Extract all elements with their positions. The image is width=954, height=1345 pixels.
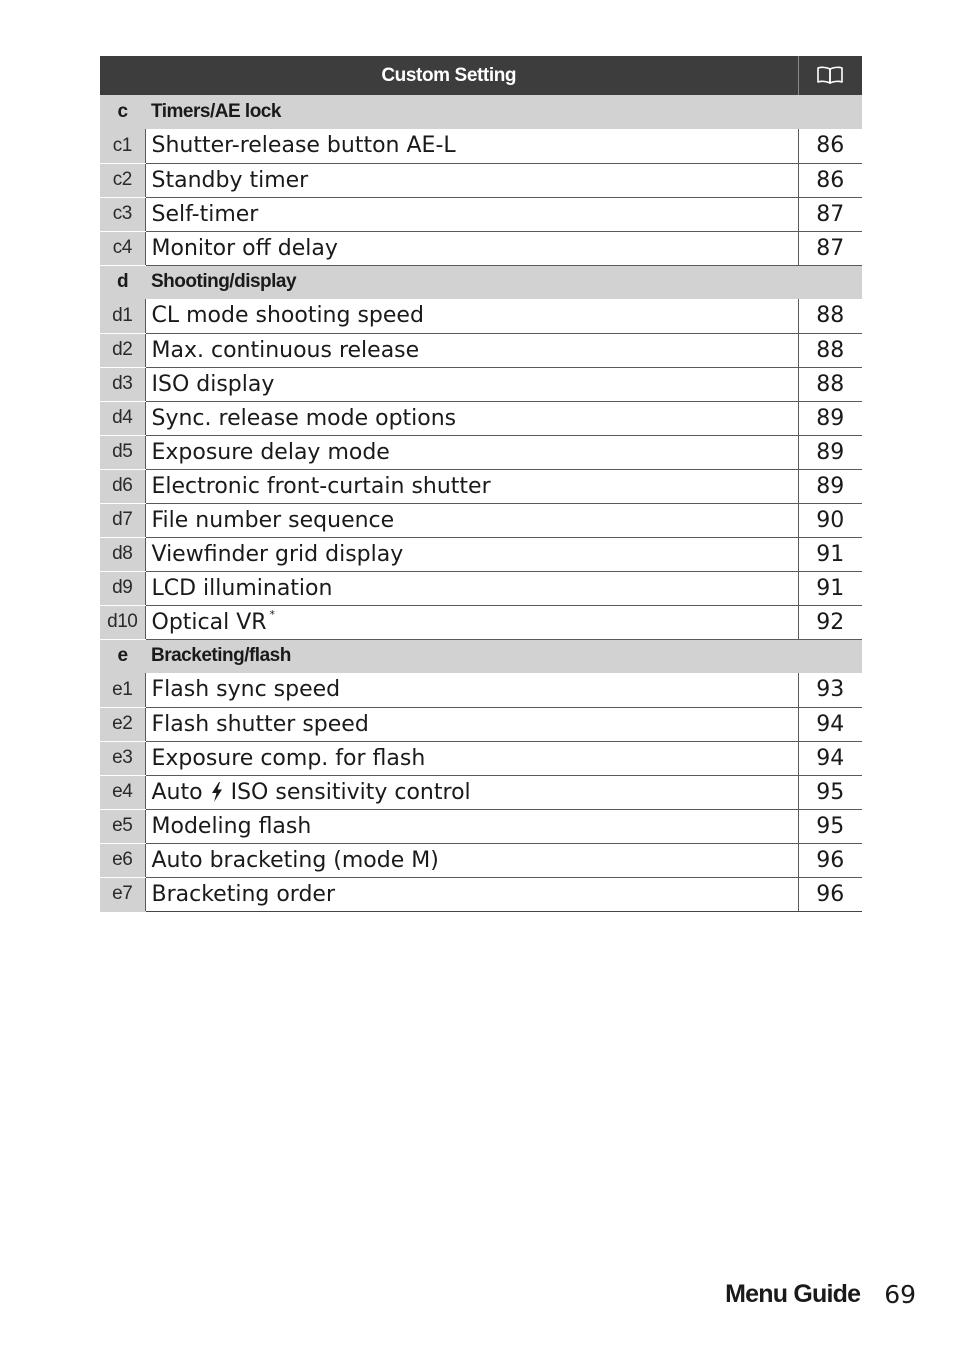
setting-code: c1: [100, 129, 145, 163]
table-row: [100, 197, 862, 231]
table-row: [100, 843, 862, 877]
footnote-mark: *: [269, 607, 276, 621]
setting-code: d6: [100, 469, 145, 503]
group-timers-ae-lock: [100, 95, 862, 265]
page-reference-header: [798, 56, 862, 95]
table-row: [100, 469, 862, 503]
setting-code: d3: [100, 367, 145, 401]
group-title: Shooting/display: [145, 265, 862, 299]
setting-name: Self-timer: [145, 197, 798, 231]
table-row: [100, 163, 862, 197]
group-title: Timers/AE lock: [145, 95, 862, 129]
group-header: [100, 265, 862, 299]
setting-code: e2: [100, 707, 145, 741]
table-header: [100, 56, 862, 95]
setting-name: Exposure delay mode: [145, 435, 798, 469]
setting-name-cell: [145, 775, 798, 809]
setting-name-end: ISO sensitivity control: [230, 779, 471, 805]
group-code: e: [100, 639, 145, 673]
page-number: 96: [798, 843, 862, 877]
page-number: 87: [798, 197, 862, 231]
setting-name-start: Auto: [151, 779, 203, 805]
table-row: [100, 537, 862, 571]
table-row: [100, 367, 862, 401]
table-row: [100, 877, 862, 911]
page-number: 96: [798, 877, 862, 911]
setting-code: e6: [100, 843, 145, 877]
table-row: [100, 809, 862, 843]
page-number: 93: [798, 673, 862, 707]
page-number: 88: [798, 333, 862, 367]
setting-name: Flash shutter speed: [145, 707, 798, 741]
table-row: [100, 775, 862, 809]
group-header: [100, 95, 862, 129]
setting-name: Standby timer: [145, 163, 798, 197]
page-number: 95: [798, 809, 862, 843]
setting-code: d10: [100, 605, 145, 639]
table-row: [100, 673, 862, 707]
setting-name: ISO display: [145, 367, 798, 401]
setting-name: Electronic front-curtain shutter: [145, 469, 798, 503]
setting-name: Max. continuous release: [145, 333, 798, 367]
table-row: [100, 741, 862, 775]
table-row: [100, 571, 862, 605]
setting-name: Sync. release mode options: [145, 401, 798, 435]
setting-name: Viewfinder grid display: [145, 537, 798, 571]
table-row: [100, 707, 862, 741]
setting-name: LCD illumination: [145, 571, 798, 605]
book-icon: [816, 65, 844, 85]
setting-code: d9: [100, 571, 145, 605]
setting-name: Flash sync speed: [145, 673, 798, 707]
setting-name: Optical VR: [151, 609, 267, 635]
section-title: Menu Guide: [725, 1279, 861, 1308]
page-number: 95: [798, 775, 862, 809]
setting-code: d1: [100, 299, 145, 333]
setting-code: d2: [100, 333, 145, 367]
page-number: 88: [798, 367, 862, 401]
table-row: [100, 129, 862, 163]
table-row: [100, 333, 862, 367]
page-number: 89: [798, 435, 862, 469]
group-code: d: [100, 265, 145, 299]
table-row: [100, 503, 862, 537]
page-number-footer: 69: [884, 1279, 916, 1309]
page-number: 94: [798, 741, 862, 775]
page-number: 86: [798, 129, 862, 163]
header-title: Custom Setting: [100, 56, 798, 95]
setting-code: d8: [100, 537, 145, 571]
group-bracketing-flash: [100, 639, 862, 911]
table-row: [100, 605, 862, 639]
setting-code: c4: [100, 231, 145, 265]
setting-name: Monitor off delay: [145, 231, 798, 265]
table-row: [100, 299, 862, 333]
setting-code: c2: [100, 163, 145, 197]
setting-code: c3: [100, 197, 145, 231]
setting-code: d7: [100, 503, 145, 537]
setting-name: Exposure comp. for flash: [145, 741, 798, 775]
setting-code: d4: [100, 401, 145, 435]
setting-name: Shutter-release button AE-L: [145, 129, 798, 163]
custom-settings-table: [100, 56, 862, 912]
setting-name: File number sequence: [145, 503, 798, 537]
page-number: 89: [798, 469, 862, 503]
page-footer: [725, 1274, 916, 1314]
setting-code: e7: [100, 877, 145, 911]
setting-code: e5: [100, 809, 145, 843]
setting-code: d5: [100, 435, 145, 469]
page-number: 91: [798, 537, 862, 571]
page-number: 92: [798, 605, 862, 639]
table-row: [100, 231, 862, 265]
table-row: [100, 435, 862, 469]
page-number: 89: [798, 401, 862, 435]
page-number: 86: [798, 163, 862, 197]
flash-icon: [210, 780, 224, 805]
page-number: 90: [798, 503, 862, 537]
setting-name: CL mode shooting speed: [145, 299, 798, 333]
setting-name: Bracketing order: [145, 877, 798, 911]
group-header: [100, 639, 862, 673]
group-code: c: [100, 95, 145, 129]
page-number: 88: [798, 299, 862, 333]
page-number: 94: [798, 707, 862, 741]
setting-code: e3: [100, 741, 145, 775]
setting-code: e4: [100, 775, 145, 809]
setting-name: Modeling flash: [145, 809, 798, 843]
group-shooting-display: [100, 265, 862, 639]
page-number: 91: [798, 571, 862, 605]
page-number: 87: [798, 231, 862, 265]
table-row: [100, 401, 862, 435]
setting-name: Auto bracketing (mode M): [145, 843, 798, 877]
setting-code: e1: [100, 673, 145, 707]
setting-name-cell: [145, 605, 798, 639]
group-title: Bracketing/flash: [145, 639, 862, 673]
